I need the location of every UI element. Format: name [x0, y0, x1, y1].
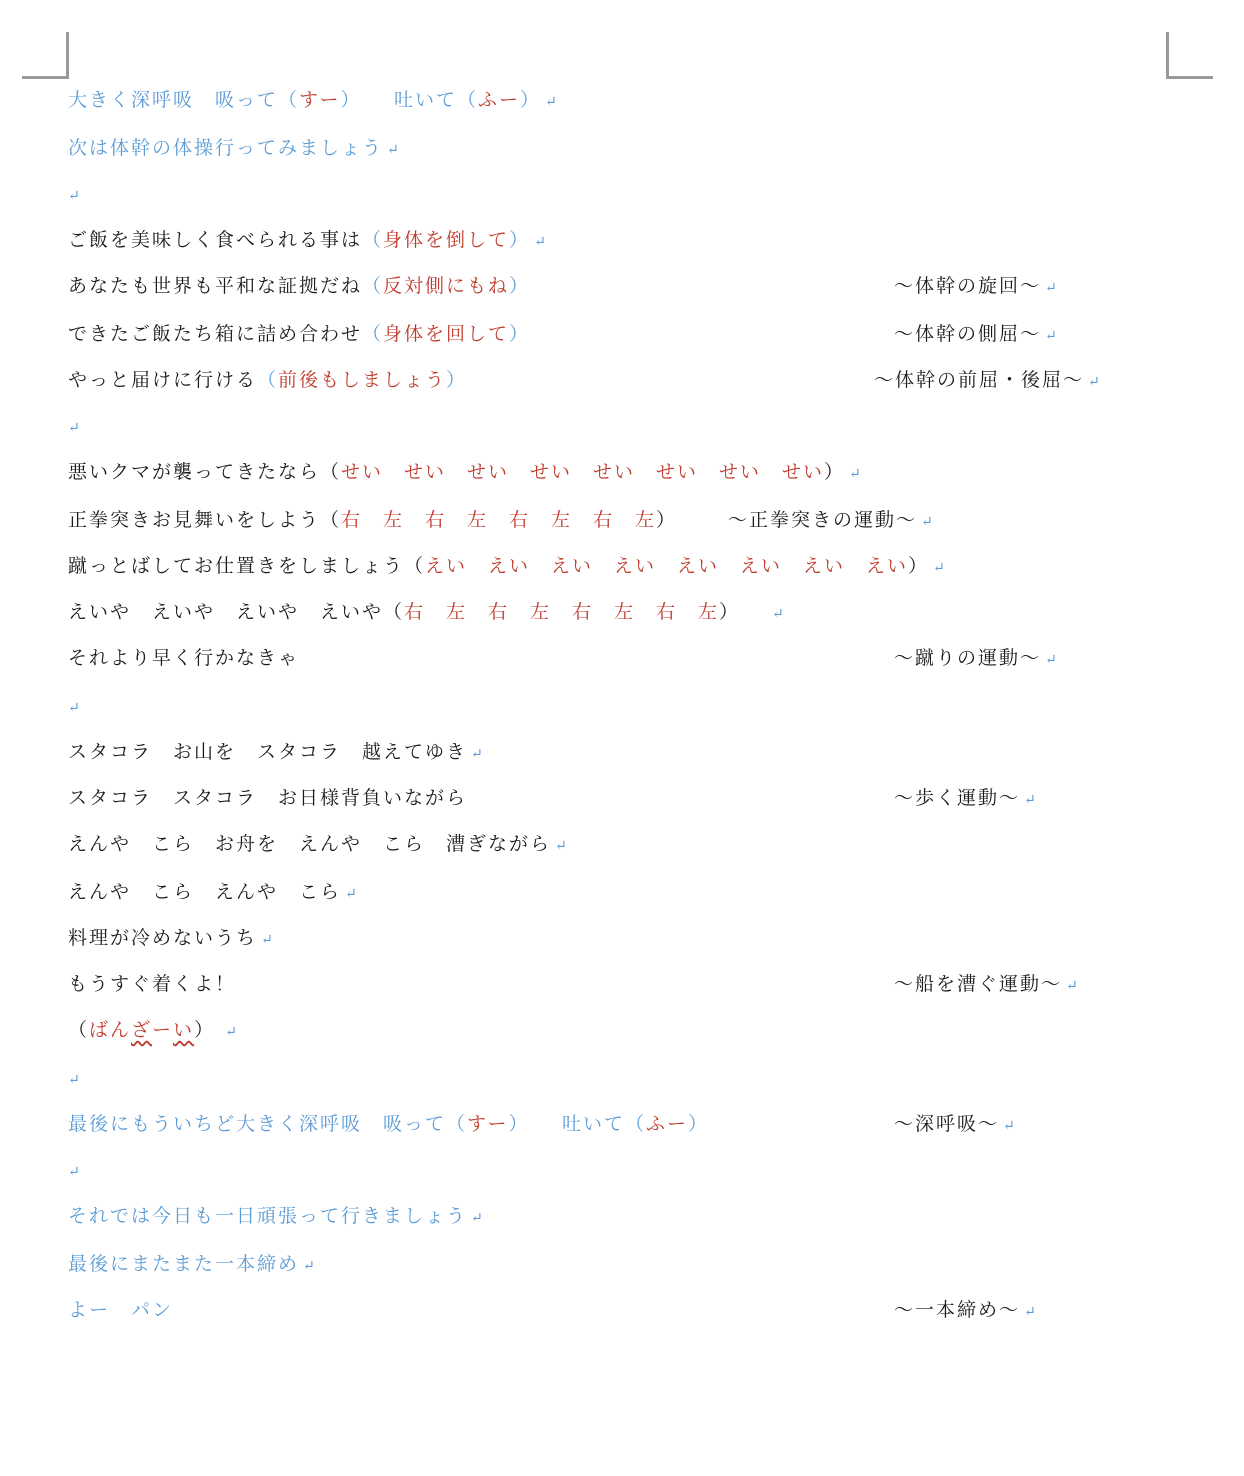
- text-line: [68, 508, 677, 532]
- text-run: ）: [509, 323, 531, 345]
- paragraph-mark-icon: ↵: [68, 1072, 80, 1088]
- text-run: 身体を倒して: [383, 229, 510, 251]
- text-run: ～体幹の前屈・後屈～: [874, 369, 1085, 391]
- text-run: ）: [656, 509, 678, 531]
- text-run: ～船を漕ぐ運動～: [894, 973, 1063, 995]
- paragraph-mark-icon: ↵: [1066, 978, 1078, 994]
- text-run: 最後にまたまた一本締め: [68, 1253, 300, 1275]
- text-line: [68, 646, 299, 670]
- paragraph-mark-icon: ↵: [303, 1258, 315, 1274]
- text-line: [68, 460, 861, 486]
- section-label: [894, 322, 1057, 348]
- paragraph-mark-icon: ↵: [849, 466, 861, 482]
- paragraph-mark-icon: ↵: [1024, 1304, 1036, 1320]
- paragraph-mark-icon: ↵: [772, 606, 784, 622]
- text-run: 身体を回して: [383, 323, 510, 345]
- text-run: ）: [687, 1113, 709, 1135]
- text-run: 悪いクマが襲ってきたなら（: [68, 461, 342, 483]
- text-run: ） 吐いて（: [340, 89, 478, 111]
- section-label: [894, 1112, 1015, 1138]
- paragraph-mark-icon: ↵: [1003, 1118, 1015, 1134]
- text-line: [68, 554, 945, 580]
- text-run: ふー: [645, 1113, 688, 1135]
- section-label: [894, 274, 1057, 300]
- paragraph-mark-icon: ↵: [387, 142, 399, 158]
- section-label: [894, 972, 1078, 998]
- text-line: [68, 600, 784, 626]
- paragraph-mark-icon: ↵: [225, 1024, 237, 1040]
- text-run: ～正拳突きの運動～: [728, 509, 918, 531]
- paragraph-mark-icon: ↵: [1045, 280, 1057, 296]
- text-run: もうすぐ着くよ！: [68, 973, 237, 995]
- page-corner-mark-top-right: [1166, 32, 1213, 79]
- paragraph-mark-icon: ↵: [68, 420, 80, 436]
- text-run: （: [362, 229, 384, 251]
- paragraph-mark-icon: ↵: [68, 700, 80, 716]
- text-line: [68, 786, 467, 810]
- text-line: [68, 1018, 237, 1044]
- text-run: スタコラ お山を スタコラ 越えてゆき: [68, 741, 468, 763]
- section-label: [894, 786, 1036, 812]
- section-label: [728, 508, 933, 534]
- text-run: （: [362, 323, 384, 345]
- text-line: [68, 972, 236, 996]
- text-line: [68, 136, 399, 162]
- text-run: 蹴っとばしてお仕置きをしましょう（: [68, 555, 426, 577]
- text-run: 最後にもういちど大きく深呼吸 吸って（: [68, 1113, 468, 1135]
- text-line: [68, 880, 357, 906]
- text-run: 反対側にもね: [383, 275, 510, 297]
- section-label: [874, 368, 1100, 394]
- text-line: [68, 88, 557, 114]
- text-run: ）: [509, 275, 531, 297]
- section-label: [894, 1298, 1036, 1324]
- text-line: [68, 1112, 709, 1136]
- text-run: あなたも世界も平和な証拠だね: [68, 275, 363, 297]
- paragraph-mark-icon: ↵: [261, 932, 273, 948]
- empty-line: [68, 182, 80, 208]
- paragraph-mark-icon: ↵: [471, 746, 483, 762]
- spellcheck-underlined-text: ざ: [131, 1019, 153, 1041]
- text-run: ）: [509, 229, 531, 251]
- text-run: ～蹴りの運動～: [894, 647, 1042, 669]
- text-run: ）: [519, 89, 541, 111]
- text-run: すー: [467, 1113, 509, 1135]
- text-run: ）: [908, 555, 930, 577]
- text-run: ）: [446, 369, 468, 391]
- text-run: ばん: [89, 1019, 132, 1041]
- text-run: 料理が冷めないうち: [68, 927, 258, 949]
- text-run: （: [257, 369, 279, 391]
- text-run: それでは今日も一日頑張って行きましょう: [68, 1205, 468, 1227]
- text-run: 次は体幹の体操行ってみましょう: [68, 137, 384, 159]
- empty-line: [68, 1158, 80, 1184]
- text-run: やっと届けに行ける: [68, 369, 258, 391]
- text-run: ～一本締め～: [894, 1299, 1021, 1321]
- text-line: [68, 368, 467, 392]
- text-run: よー パン: [68, 1299, 174, 1321]
- text-line: [68, 274, 530, 298]
- text-line: [68, 1204, 483, 1230]
- text-run: ～体幹の旋回～: [894, 275, 1042, 297]
- empty-line: [68, 1066, 80, 1092]
- paragraph-mark-icon: ↵: [345, 886, 357, 902]
- text-line: [68, 1298, 173, 1322]
- text-run: ご飯を美味しく食べられる事は: [68, 229, 363, 251]
- text-run: ～深呼吸～: [894, 1113, 1000, 1135]
- text-run: それより早く行かなきゃ: [68, 647, 300, 669]
- paragraph-mark-icon: ↵: [534, 234, 546, 250]
- text-run: できたご飯たち箱に詰め合わせ: [68, 323, 363, 345]
- text-run: ） 吐いて（: [508, 1113, 646, 1135]
- paragraph-mark-icon: ↵: [555, 838, 567, 854]
- text-line: [68, 228, 546, 254]
- text-run: えんや こら お舟を えんや こら 漕ぎながら: [68, 833, 552, 855]
- text-run: 大きく深呼吸 吸って（: [68, 89, 300, 111]
- empty-line: [68, 694, 80, 720]
- text-run: ふー: [477, 89, 520, 111]
- paragraph-mark-icon: ↵: [933, 560, 945, 576]
- empty-line: [68, 414, 80, 440]
- text-run: 右 左 右 左 右 左 右 左: [341, 509, 657, 531]
- text-line: [68, 1252, 315, 1278]
- text-line: [68, 926, 273, 952]
- paragraph-mark-icon: ↵: [1045, 652, 1057, 668]
- paragraph-mark-icon: ↵: [1088, 374, 1100, 390]
- text-run: （: [68, 1019, 90, 1041]
- text-run: ～体幹の側屈～: [894, 323, 1042, 345]
- text-line: [68, 740, 483, 766]
- text-run: ー: [152, 1019, 174, 1041]
- text-run: すー: [299, 89, 341, 111]
- text-run: 正拳突きお見舞いをしよう（: [68, 509, 342, 531]
- section-label: [894, 646, 1057, 672]
- text-run: えい えい えい えい えい えい えい えい: [425, 555, 909, 577]
- paragraph-mark-icon: ↵: [68, 188, 80, 204]
- text-run: ～歩く運動～: [894, 787, 1021, 809]
- text-run: 右 左 右 左 右 左 右 左: [404, 601, 720, 623]
- text-line: [68, 322, 530, 346]
- text-run: 前後もしましょう: [278, 369, 447, 391]
- text-run: （: [362, 275, 384, 297]
- text-run: ）: [719, 601, 741, 623]
- text-run: スタコラ スタコラ お日様背負いながら: [68, 787, 468, 809]
- text-run: せい せい せい せい せい せい せい せい: [341, 461, 825, 483]
- paragraph-mark-icon: ↵: [545, 94, 557, 110]
- paragraph-mark-icon: ↵: [1045, 328, 1057, 344]
- text-run: ）: [824, 461, 846, 483]
- text-run: ）: [194, 1019, 216, 1041]
- paragraph-mark-icon: ↵: [471, 1210, 483, 1226]
- text-run: えんや こら えんや こら: [68, 881, 342, 903]
- text-run: えいや えいや えいや えいや（: [68, 601, 405, 623]
- paragraph-mark-icon: ↵: [921, 514, 933, 530]
- spellcheck-underlined-text: い: [173, 1019, 195, 1041]
- page-corner-mark-top-left: [22, 32, 69, 79]
- paragraph-mark-icon: ↵: [68, 1164, 80, 1180]
- paragraph-mark-icon: ↵: [1024, 792, 1036, 808]
- text-line: [68, 832, 567, 858]
